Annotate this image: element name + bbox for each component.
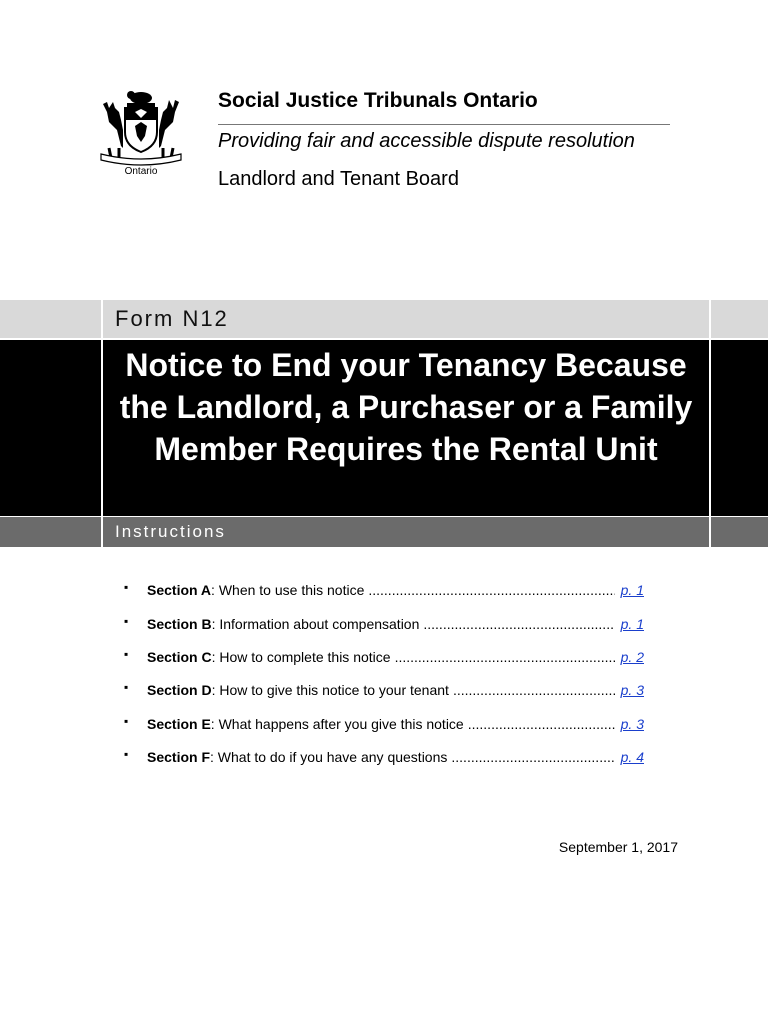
toc-item-b: [0, 614, 768, 636]
toc-item-f: [0, 747, 768, 769]
toc-leader-dots: [395, 649, 615, 665]
toc-page-link[interactable]: p. 3: [620, 716, 644, 732]
toc-leader-dots: [451, 749, 614, 765]
toc-leader-dots: [423, 616, 614, 632]
toc-description: : When to use this notice: [211, 582, 365, 598]
form-title: Notice to End your Tenancy Because the Landlord, a Purchaser or a Family Member Requires the Rental Unit: [119, 347, 693, 467]
organization-tagline: Providing fair and accessible dispute resolution: [218, 130, 635, 152]
toc-page-link[interactable]: p. 1: [620, 582, 644, 598]
toc-section-label: Section B: [147, 616, 212, 632]
toc-item-a: [0, 580, 768, 602]
square-bullet-icon: ▪: [124, 614, 129, 628]
crest-caption: Ontario: [124, 166, 158, 177]
organization-name: Social Justice Tribunals Ontario: [218, 89, 538, 112]
toc-section-label: Section A: [147, 582, 212, 598]
toc-page-link[interactable]: p. 2: [620, 649, 644, 665]
toc-section-label: Section F: [147, 749, 211, 765]
square-bullet-icon: ▪: [124, 714, 129, 728]
header-divider: [218, 124, 670, 125]
toc-section-label: Section E: [147, 716, 211, 732]
toc-item-e: [0, 714, 768, 736]
toc-leader-dots: [453, 682, 615, 698]
form-number: Form N12: [115, 306, 229, 331]
toc-description: : Information about compensation: [211, 616, 420, 632]
section-label: Instructions: [115, 522, 226, 541]
square-bullet-icon: ▪: [124, 647, 129, 661]
toc-page-link[interactable]: p. 1: [620, 616, 644, 632]
toc-description: : How to complete this notice: [211, 649, 391, 665]
board-name: Landlord and Tenant Board: [218, 168, 459, 190]
toc-description: : What happens after you give this notice: [210, 716, 464, 732]
square-bullet-icon: ▪: [124, 680, 129, 694]
square-bullet-icon: ▪: [124, 747, 129, 761]
toc-section-label: Section C: [147, 649, 212, 665]
toc-section-label: Section D: [147, 682, 212, 698]
toc-page-link[interactable]: p. 3: [620, 682, 644, 698]
toc-leader-dots: [468, 716, 615, 732]
toc-item-c: [0, 647, 768, 669]
toc-leader-dots: [368, 582, 614, 598]
toc-description: : What to do if you have any questions: [210, 749, 448, 765]
toc-item-d: [0, 680, 768, 702]
toc-description: : How to give this notice to your tenant: [211, 682, 449, 698]
square-bullet-icon: ▪: [124, 580, 129, 594]
toc-page-link[interactable]: p. 4: [620, 749, 644, 765]
banner-divider-right: [709, 300, 711, 547]
publication-date: September 1, 2017: [558, 839, 678, 855]
